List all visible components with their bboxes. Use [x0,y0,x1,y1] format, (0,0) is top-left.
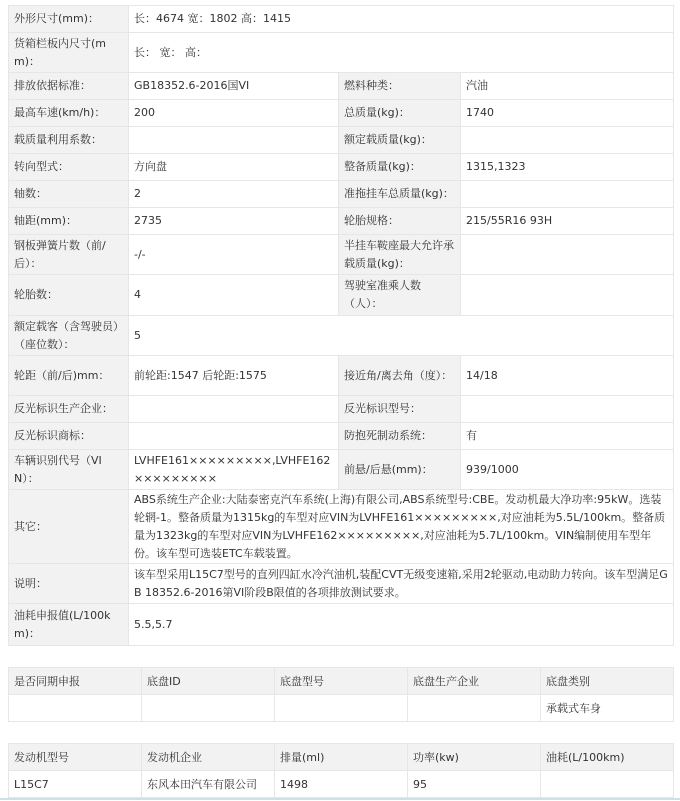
spec-row [9,235,674,275]
spec-label: 反光标识商标： [9,423,129,450]
table-cell: 95 [408,771,541,798]
engine-table [8,743,674,798]
spec-label: 轮距（前/后)mm： [9,356,129,396]
spec-row-description [9,564,674,604]
spec-value: 长： 宽： 高： [129,33,674,73]
spec-label: 排放依据标准： [9,73,129,100]
spec-row-cargo-dimensions [9,33,674,73]
spec-row [9,208,674,235]
spec-row-fuel-consumption [9,604,674,646]
spec-label: 轮胎规格： [339,208,461,235]
spec-value: 汽油 [461,73,674,100]
spec-label: 整备质量(kg)： [339,154,461,181]
table-cell: 承载式车身 [541,695,674,722]
column-header: 功率(kw) [408,744,541,771]
spec-label: 防抱死制动系统： [339,423,461,450]
spec-value: 1315,1323 [461,154,674,181]
spec-value [461,235,674,275]
spec-label: 钢板弹簧片数（前/后）： [9,235,129,275]
engine-data-row [9,771,674,798]
spec-value: 14/18 [461,356,674,396]
spec-row [9,356,674,396]
spec-value: GB18352.6-2016国VI [129,73,339,100]
column-header: 油耗(L/100km) [541,744,674,771]
table-cell: 1498 [275,771,408,798]
chassis-table [8,667,674,722]
spec-value: LVHFE161×××××××××,LVHFE162××××××××× [129,450,339,490]
spec-row [9,275,674,316]
spec-value: 前轮距:1547 后轮距:1575 [129,356,339,396]
spec-row [9,127,674,154]
spec-row [9,73,674,100]
column-header: 底盘类别 [541,668,674,695]
spec-label: 额定载质量(kg)： [339,127,461,154]
column-header: 是否同期申报 [9,668,142,695]
column-header: 发动机型号 [9,744,142,771]
spec-value [461,127,674,154]
column-header: 发动机企业 [142,744,275,771]
spec-value: -/- [129,235,339,275]
spec-value: 1740 [461,100,674,127]
chassis-data-row [9,695,674,722]
spec-row-other [9,490,674,564]
column-header: 底盘型号 [275,668,408,695]
spec-label: 反光标识型号： [339,396,461,423]
spec-value [129,127,339,154]
table-cell [9,695,142,722]
spec-value: 215/55R16 93H [461,208,674,235]
spec-label: 油耗申报值(L/100km)： [9,604,129,646]
vehicle-spec-table [8,5,674,646]
spec-value: 200 [129,100,339,127]
chassis-header-row [9,668,674,695]
spec-value [129,396,339,423]
spec-row-vin [9,450,674,490]
spec-row [9,423,674,450]
spec-label: 轴数： [9,181,129,208]
spec-value: 方向盘 [129,154,339,181]
spec-label: 最高车速(km/h)： [9,100,129,127]
spec-label: 前悬/后悬(mm)： [339,450,461,490]
spec-label: 额定载客（含驾驶员）（座位数）： [9,316,129,356]
engine-header-row [9,744,674,771]
spec-value [461,275,674,316]
spec-row [9,154,674,181]
table-cell [408,695,541,722]
bottom-divider [0,798,680,800]
spec-label: 说明： [9,564,129,604]
spec-label: 反光标识生产企业： [9,396,129,423]
table-cell [142,695,275,722]
column-header: 排量(ml) [275,744,408,771]
spec-label: 轴距(mm)： [9,208,129,235]
spec-label: 车辆识别代号（VIN）： [9,450,129,490]
spec-value: 长：4674 宽：1802 高：1415 [129,6,674,33]
spec-row [9,181,674,208]
spec-label: 燃料种类： [339,73,461,100]
column-header: 底盘ID [142,668,275,695]
table-cell [541,771,674,798]
spec-row [9,396,674,423]
spec-value: 2 [129,181,339,208]
spec-label: 转向型式： [9,154,129,181]
spec-value [461,181,674,208]
spec-label: 货箱栏板内尺寸(mm)： [9,33,129,73]
spec-value: 4 [129,275,339,316]
spec-label: 总质量(kg)： [339,100,461,127]
spec-value: 5 [129,316,674,356]
spec-label: 准拖挂车总质量(kg)： [339,181,461,208]
spec-value: 有 [461,423,674,450]
spec-value [461,396,674,423]
spec-value: 该车型采用L15C7型号的直列四缸水冷汽油机,装配CVT无级变速箱,采用2轮驱动,电动助力转向。该车型满足GB 18352.6-2016第VI阶段B限值的各项排放测试要求。 [129,564,674,604]
spec-label: 驾驶室准乘人数（人）： [339,275,461,316]
spec-row [9,100,674,127]
spec-label: 半挂车鞍座最大允许承载质量(kg)： [339,235,461,275]
column-header: 底盘生产企业 [408,668,541,695]
table-cell: L15C7 [9,771,142,798]
spec-label: 接近角/离去角（度）： [339,356,461,396]
spec-value: 939/1000 [461,450,674,490]
spec-label: 外形尺寸(mm)： [9,6,129,33]
table-cell: 东风本田汽车有限公司 [142,771,275,798]
table-cell [275,695,408,722]
spec-value: 5.5,5.7 [129,604,674,646]
spec-label: 载质量利用系数： [9,127,129,154]
spec-value: 2735 [129,208,339,235]
spec-label: 轮胎数： [9,275,129,316]
spec-row-dimensions [9,6,674,33]
spec-row-seating [9,316,674,356]
spec-value: ABS系统生产企业:大陆泰密克汽车系统(上海)有限公司,ABS系统型号:CBE。发动机最大净功率:95kW。选装轮辋-1。整备质量为1315kg的车型对应VIN为LVHFE161×××××××××,对应油耗为5.5L/100km。整备质量为1323kg的车型对应VIN为LVHFE162×××××××××,对应油耗为5.7L/100km。VIN编制使用车型年份。该车型可选装ETC车载装置。 [129,490,674,564]
spec-label: 其它： [9,490,129,564]
spec-value [129,423,339,450]
